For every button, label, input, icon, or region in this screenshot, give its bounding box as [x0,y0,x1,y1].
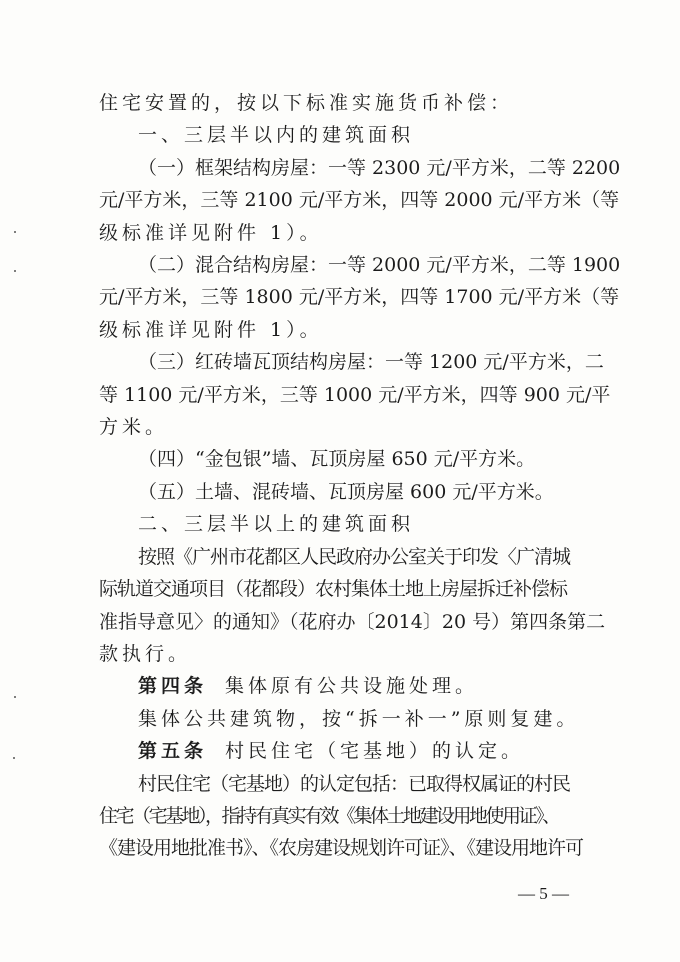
scan-speck [14,270,16,272]
text-line: 等 1100 元/平方米，三等 1000 元/平方米，四等 900 元/平 [99,384,611,406]
section-heading: 二、三层半以上的建筑面积 [138,513,415,535]
text-line: 际轨道交通项目（花都段）农村集体土地上房屋拆迁补偿标 [99,578,568,600]
article-5 [138,737,524,765]
article-label: 第四条 [138,675,208,697]
scan-speck [14,231,16,233]
text-line: （五）土墙、混砖墙、瓦顶房屋 600 元/平方米。 [138,481,554,503]
text-line: （三）红砖墙瓦顶结构房屋：一等 1200 元/平方米，二 [138,351,604,373]
article-title: 村民住宅（宅基地）的认定。 [225,740,525,762]
text-line: 款执行。 [99,643,192,665]
text-line: （一）框架结构房屋：一等 2300 元/平方米，二等 2200 [138,157,621,179]
text-line: 按照《广州市花都区人民政府办公室关于印发〈广清城 [138,546,571,568]
page-number: — 5 — [518,884,569,903]
article-label: 第五条 [138,740,208,762]
text-line: 方米。 [99,416,169,438]
text-line: 级标准详见附件 1）。 [99,222,323,244]
text-line: （四）“金包银”墙、瓦顶房屋 650 元/平方米。 [138,448,536,470]
text-line: 元/平方米，三等 2100 元/平方米，四等 2000 元/平方米（等 [99,189,620,211]
text-line: 住宅安置的，按以下标准实施货币补偿： [99,92,514,114]
text-line: 集体公共建筑物，按“拆一补一”原则复建。 [138,708,580,730]
scan-speck [13,757,15,759]
text-line: 住宅（宅基地），指持有真实有效《集体土地建设用地使用证》、 [99,805,559,827]
text-line: 级标准详见附件 1）。 [99,319,323,341]
text-line: 元/平方米，三等 1800 元/平方米，四等 1700 元/平方米（等 [99,286,620,308]
text-line: 村民住宅（宅基地）的认定包括：已取得权属证的村民 [138,773,571,795]
text-line: （二）混合结构房屋：一等 2000 元/平方米，二等 1900 [138,254,621,276]
article-title: 集体原有公共设施处理。 [225,675,479,697]
text-line: 《建设用地批准书》、《农房建设规划许可证》、《建设用地许可 [99,837,584,859]
article-4 [138,672,478,700]
section-heading: 一、三层半以内的建筑面积 [138,124,415,146]
text-line: 准指导意见〉的通知》（花府办〔2014〕20 号）第四条第二 [99,611,606,633]
scan-speck [14,696,16,698]
